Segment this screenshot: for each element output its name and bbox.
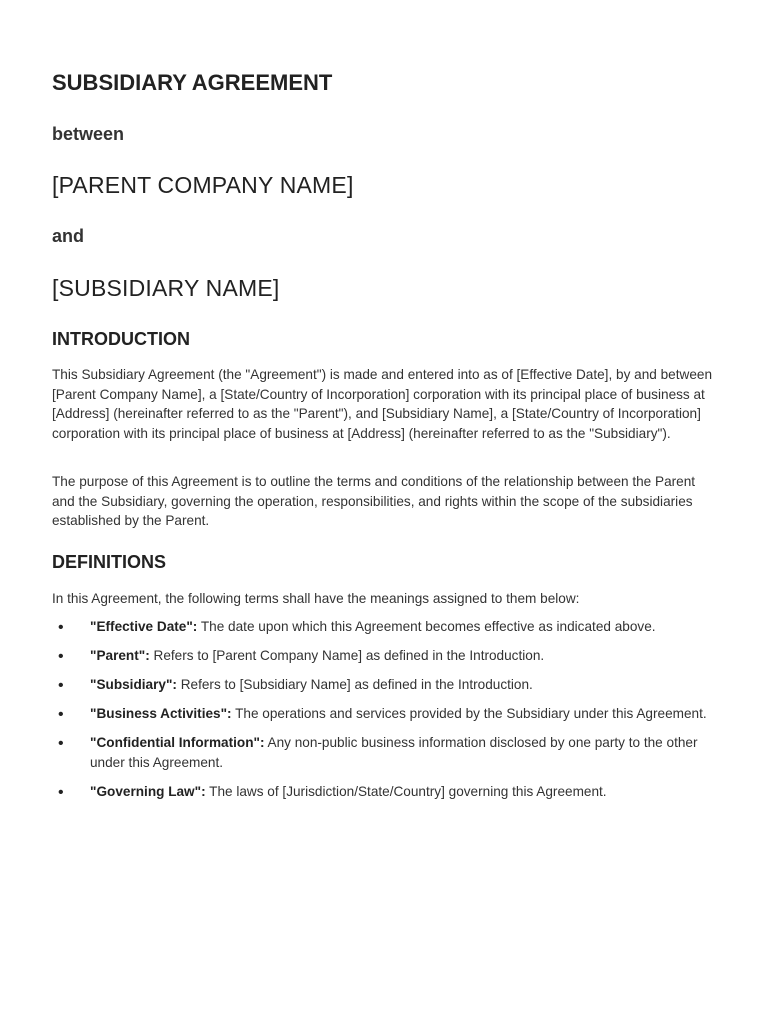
definition-text: The date upon which this Agreement becomes effective as indicated above. xyxy=(197,619,656,634)
definitions-heading: DEFINITIONS xyxy=(52,552,167,572)
bullet-icon: • xyxy=(58,677,64,694)
introduction-paragraph-1: This Subsidiary Agreement (the "Agreement") is made and entered into as of [Effective Date], by and between [Parent Company Name], a [State/Country of Incorporation] corporation with its principal place of business at [Address] (hereinafter referred to as the "Parent"), and [Subsidiary Name], a [State/Country of Incorporation] corporation with its principal place of business at [Address] (hereinafter referred to as the "Subsidiary"). xyxy=(52,367,712,441)
definition-term: "Subsidiary": xyxy=(90,677,177,692)
definition-text: The laws of [Jurisdiction/State/Country] governing this Agreement. xyxy=(205,783,607,799)
introduction-paragraph-2: The purpose of this Agreement is to outline the terms and conditions of the relationship between the Parent and the Subsidiary, governing the operation, responsibilities, and rights within the scope of the subsidiaries established by the Parent. xyxy=(52,474,696,528)
definition-item xyxy=(52,782,722,802)
bullet-icon: • xyxy=(58,648,64,665)
definition-term: "Business Activities": xyxy=(90,706,232,721)
bullet-icon: • xyxy=(58,619,64,636)
definitions-list xyxy=(52,617,722,811)
definition-item xyxy=(52,733,722,772)
subsidiary-name: [SUBSIDIARY NAME] xyxy=(52,275,280,301)
parent-company-name: [PARENT COMPANY NAME] xyxy=(52,172,354,198)
and-label: and xyxy=(52,226,85,246)
document-title: SUBSIDIARY AGREEMENT xyxy=(52,70,333,95)
definition-item xyxy=(52,617,722,637)
definition-item xyxy=(52,704,722,724)
definitions-intro: In this Agreement, the following terms shall have the meanings assigned to them below: xyxy=(52,591,580,606)
definition-text: Any non-public business information disclosed by one party to the other under this Agreement. xyxy=(90,735,698,770)
between-label: between xyxy=(52,124,125,144)
definition-text: Refers to [Parent Company Name] as defined in the Introduction. xyxy=(149,648,545,663)
bullet-icon: • xyxy=(58,783,64,801)
introduction-heading: INTRODUCTION xyxy=(52,329,190,349)
bullet-icon: • xyxy=(58,706,64,723)
definition-term: "Confidential Information": xyxy=(90,735,265,750)
definition-item xyxy=(52,675,722,695)
definition-text: The operations and services provided by the Subsidiary under this Agreement. xyxy=(231,706,707,721)
definition-item xyxy=(52,646,722,666)
definition-term: "Parent": xyxy=(90,648,150,663)
definition-term: "Effective Date": xyxy=(90,619,198,634)
definition-term: "Governing Law": xyxy=(90,783,206,799)
definition-text: Refers to [Subsidiary Name] as defined in the Introduction. xyxy=(176,677,533,692)
bullet-icon: • xyxy=(58,735,64,752)
